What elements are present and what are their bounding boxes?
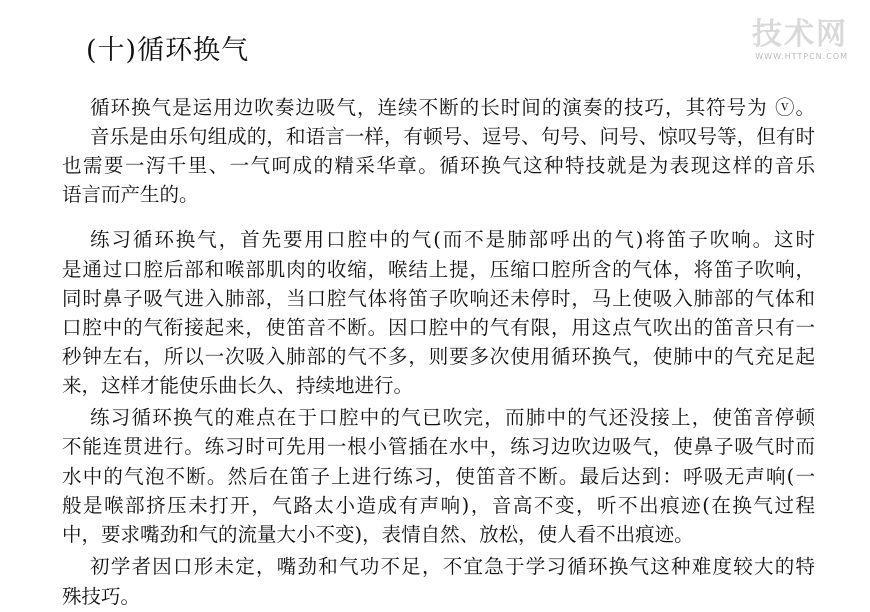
text-line: 练习循环换气，首先要用口腔中的气(而不是肺部呼出的气)将笛子吹响。这时 [90,228,815,251]
text-line: 来，这样才能使乐曲长久、持续地进行。 [62,374,414,397]
text-line: 口腔中的气衔接起来，使笛音不断。因口腔中的气有限，用这点气吹出的笛音只有一 [62,316,815,339]
watermark-logo: 技术网 [752,17,848,52]
section-title: (十)循环换气 [86,35,250,66]
text-line: 音乐是由乐句组成的，和语言一样，有顿号、逗号、句号、问号、惊叹号等，但有时 [90,125,815,148]
text-line: 练习循环换气的难点在于口腔中的气已吹完，而肺中的气还没接上，使笛音停顿 [90,406,815,429]
text-line: 不能连贯进行。练习时可先用一根小管插在水中，练习边吹边吸气，使鼻子吸气时而 [62,435,815,458]
text-line: 水中的气泡不断。然后在笛子上进行练习，使笛音不断。最后达到：呼吸无声响(一 [62,465,815,488]
text-line: 语言而产生的。 [62,183,199,206]
text-line: 也需要一泻千里、一气呵成的精采华章。循环换气这种特技就是为表现这样的音乐 [62,154,815,177]
text-line: 初学者因口形未定，嘴劲和气功不足，不宜急于学习循环换气这种难度较大的特 [90,555,815,578]
text-line: 是通过口腔后部和喉部肌肉的收缩，喉结上提，压缩口腔所含的气体，将笛子吹响， [62,258,815,281]
text-line: 同时鼻子吸气进入肺部，当口腔气体将笛子吹响还未停时，马上使吸入肺部的气体和 [62,287,815,310]
text-line: 中，要求嘴劲和气的流量大小不变)，表情自然、放松，使人看不出痕迹。 [62,523,694,546]
text-line: 秒钟左右，所以一次吸入肺部的气不多，则要多次使用循环换气，使肺中的气充足起 [62,345,815,368]
watermark-url: WWW.HTTPCN.COM [755,52,848,61]
text-line: 般是喉部挤压未打开，气路太小造成有声响)，音高不变，听不出痕迹(在换气过程 [62,494,815,517]
text-line: 循环换气是运用边吹奏边吸气，连续不断的长时间的演奏的技巧，其符号为 ⓥ。 [90,96,815,119]
text-line: 殊技巧。 [62,585,141,608]
watermark [752,18,848,62]
